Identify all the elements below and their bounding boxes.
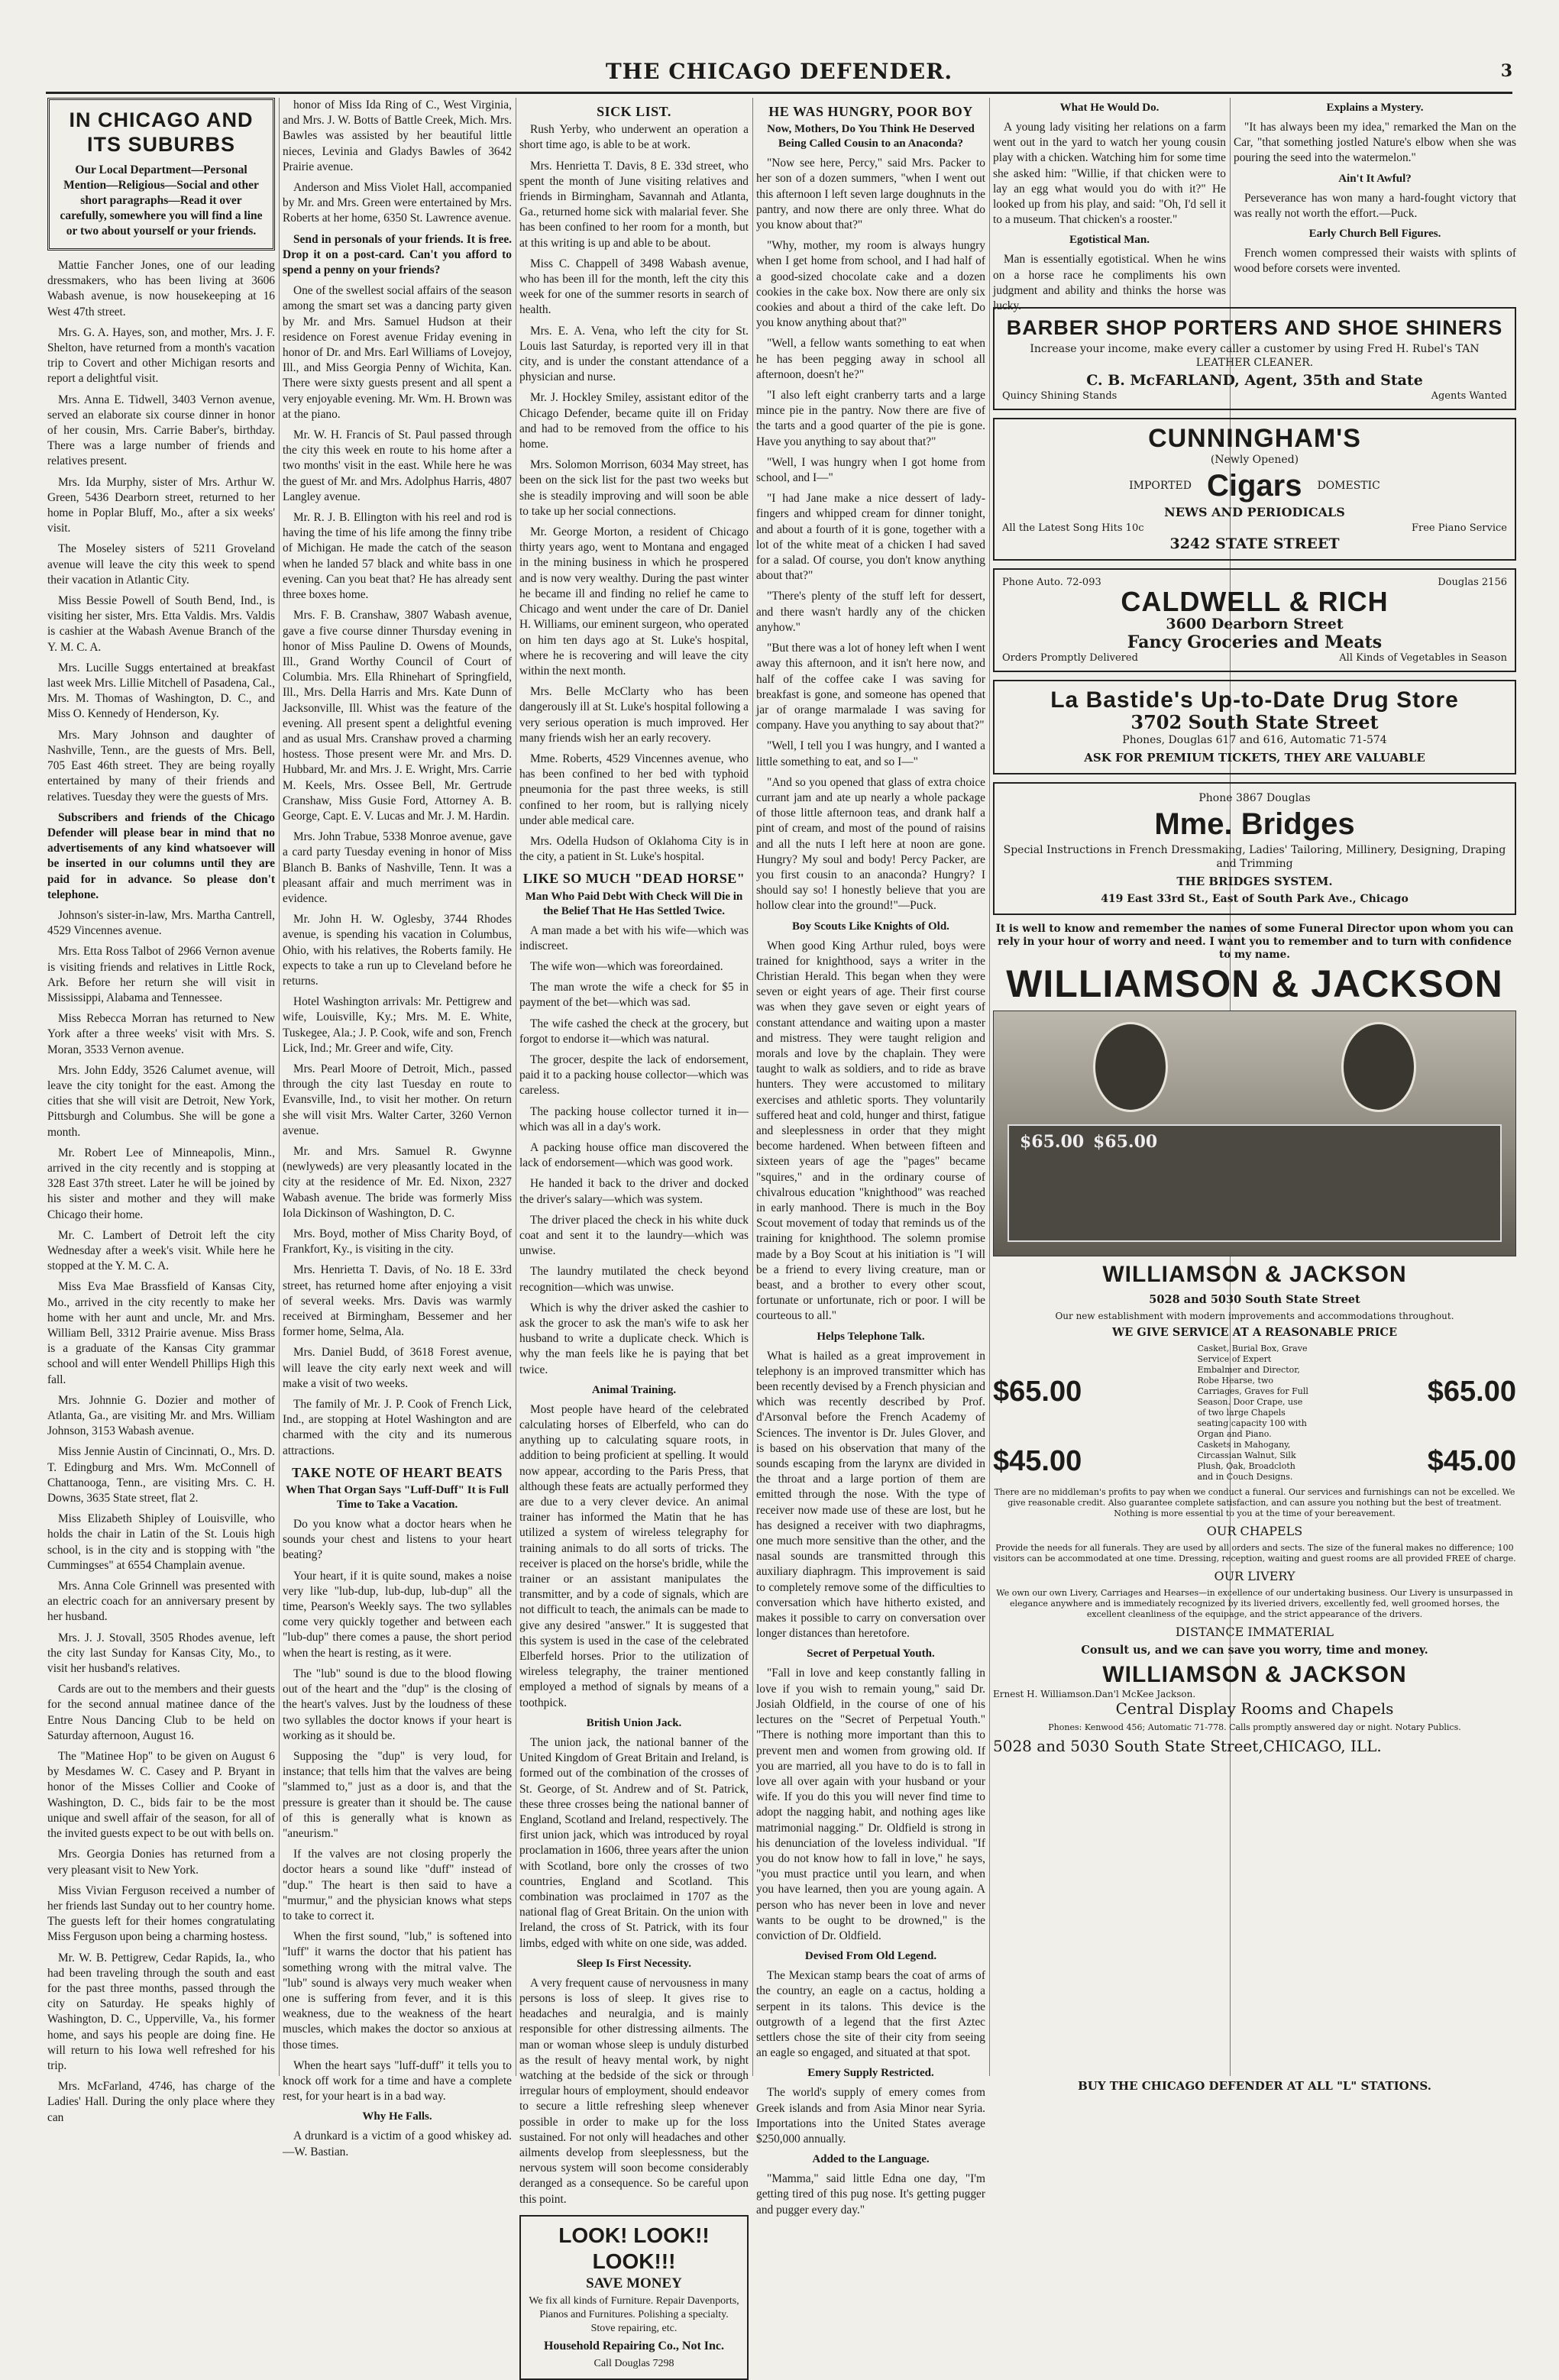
newspaper-title: THE CHICAGO DEFENDER. [605,59,953,84]
ad-school: THE BRIDGES SYSTEM. [1176,875,1333,888]
news-paragraph: Mr. and Mrs. Samuel R. Gwynne (newlyweds) are very pleasantly located in the city at the residence of Mr. Ed. Nixon, 2327 Wabash avenue. The bride was formerly Miss Iola Dickinson of Washington, D. C. [283,1145,512,1220]
news-paragraph: Anderson and Miss Violet Hall, accompanied by Mr. and Mrs. Green were entertained by Mrs. Roberts at her home, 6350 St. Lawrence avenue. [283,181,512,225]
news-paragraph: "Well, I tell you I was hungry, and I wanted a little something to eat, and so I—" [756,739,985,768]
ad-final-address: 5028 and 5030 South State Street, [993,1737,1263,1755]
ad-title: La Bastide's Up-to-Date Drug Store [1050,687,1459,713]
news-paragraph: Mr. W. B. Pettigrew, Cedar Rapids, Ia., who had been traveling through the south and east for the past three months, passed through the city on Saturday. He speaks highly of Washington, D. C., Upperville, Va., his former home, and says his people are doing fine. He will return to his Iowa well refreshed for his trip. [47,1951,275,2072]
news-paragraph: Mr. C. Lambert of Detroit left the city Wednesday after a week's visit. While here he stopped at the Y. M. C. A. [47,1228,275,1273]
news-paragraph: Miss Elizabeth Shipley of Louisville, who holds the chair in Latin of the St. Louis high school, is in the city and is stopping with "the Cummingses" at 6554 Champlain avenue. [47,1512,275,1572]
news-paragraph: The wife cashed the check at the grocery, but forgot to endorse it—which was natural. [519,1017,749,1046]
price-left: $65.00 [993,1376,1082,1408]
news-paragraph: The family of Mr. J. P. Cook of French Lick, Ind., are stopping at Hotel Washington and are charmed with the city and its numerous attractions. [283,1398,512,1457]
ad-phone-right: Douglas 2156 [1438,577,1507,588]
item-headline: Added to the Language. [812,2153,930,2166]
news-paragraph: "Why, mother, my room is always hungry when I get home from school, and I had half of a good-sized chocolate cake and a dozen cookies in the cake box. Now there are only six cookies and about a third of the cake left. Do you know anything about that?" [756,239,985,330]
section-subtitle: Our Local Department—Personal Mention—Religious—Social and other short paragraphs—Read it over carefully, somewhere you will find a line or two about yourself or your friends. [60,163,263,238]
item-body: A young lady visiting her relations on a farm went out in the yard to watch her young cousin play with a chicken. Watching him for some time she asked him: "Willie, if that chicken were to lay an egg what would you do with it?" He looked up from his play, and said: "Oh, I'd sell it to a museum. That chicken's a rooster." [993,121,1226,227]
cigars-ad [993,418,1516,561]
news-paragraph: Mrs. Daniel Budd, of 3618 Forest avenue, will leave the city early next week and will make a visit of two weeks. [283,1346,512,1390]
news-paragraph: Mrs. J. J. Stovall, 3505 Rhodes avenue, left the city last Sunday for Kansas City, Mo., to visit her husband's relatives. [47,1631,275,1676]
news-paragraph: Mrs. G. A. Hayes, son, and mother, Mrs. J. F. Shelton, have returned from a month's vacation trip to Covert and other Michigan resorts and report a delightful visit. [47,325,275,386]
article-subhead: When That Organ Says "Luff-Duff" It is Full Time to Take a Vacation. [286,1484,509,1512]
building-photo [1008,1124,1502,1242]
news-paragraph: The grocer, despite the lack of endorsement, paid it to a packing house collector—which was careless. [519,1053,749,1098]
ad-intro: It is well to know and remember the names of some Funeral Director upon whom you can rely in your hour of worry and need. I want you to remember and to turn with confidence to my name. [995,923,1514,961]
advertisements [993,299,1516,1755]
news-paragraph: The laundry mutilated the check beyond recognition—which was unwise. [519,1265,749,1294]
article-body [756,156,985,914]
news-paragraph: Mrs. Odella Hudson of Oklahoma City is in the city, a patient in St. Luke's hospital. [519,834,749,864]
news-paragraph: Mattie Fancher Jones, one of our leading dressmakers, who has been living at 3606 Wabash avenue, is now housekeeping at 16 West 47th street. [47,259,275,319]
storefront-photo [993,1011,1516,1256]
price-desc: Casket, Burial Box, Grave Service of Expert Embalmer and Director, Robe Hearse, two Carriages, Graves for Full Season. Door Crape, use of two large Chapels seating capacity 100 with Organ and Piano. [1197,1344,1308,1439]
ad-line: NEWS AND PERIODICALS [1164,505,1345,519]
price-desc: Caskets in Mahogany, Circassian Walnut, Silk Plush, Oak, Broadcloth and in Couch Designs. [1197,1440,1296,1482]
news-paragraph: Mrs. Belle McClarty who has been dangerously ill at St. Luke's hospital following a very serious operation is much improved. Her many friends wish her an early recovery. [519,685,749,745]
ad-consult: Consult us, and we can save you worry, time and money. [1081,1644,1428,1657]
item-body: French women compressed their waists with splints of wood before corsets were invented. [1234,247,1516,276]
news-paragraph: Miss Eva Mae Brassfield of Kansas City, Mo., arrived in the city recently to make her home with her aunt and uncle, Mr. and Mrs. William Bell, 3312 Prairie avenue. Miss Brass is a graduate of the Kansas City grammar school and will enter Wendell Phillips High this fall. [47,1280,275,1386]
personals-notice: Send in personals of your friends. It is free. Drop it on a post-card. Can't you afford to spend a penny on your friends? [283,232,512,277]
bridges-ad [993,782,1516,915]
item-body: "Mamma," said little Edna one day, "I'm getting tired of this pug nose. It's getting pugger and pugger every day." [756,2172,985,2217]
news-paragraph: Mr. W. H. Francis of St. Paul passed through the city this week en route to his home after a two months' visit in the east. While here he was the guest of Mr. and Mrs. Adolphus Harris, 4807 Langley avenue. [283,428,512,503]
article-body [519,923,749,1378]
news-paragraph: Mrs. Mary Johnson and daughter of Nashville, Tenn., are the guests of Mrs. Bell, 705 East 46th street. They are being royally entertained by many of their friends and relatives. Tuesday they were the guests of Mrs. [47,728,275,804]
news-paragraph: Mr. John H. W. Oglesby, 3744 Rhodes avenue, is spending his vacation in Columbus, Ohio, with his relatives, the Roberts family. He expects to take a run up to Cleveland before he returns. [283,913,512,988]
subscriber-notice: Subscribers and friends of the Chicago Defender will please bear in mind that no advertisements of any kind whatsoever will be inserted in our columns until they are paid for in advance. So please don't telephone. [47,810,275,901]
news-paragraph: Mrs. Solomon Morrison, 6034 May street, has been on the sick list for the past two weeks but she is steadily improving and will soon be able to take up her social connections. [519,458,749,518]
ad-livery-text: We own our own Livery, Carriages and Hearses—in excellence of our undertaking business. Our Livery is unsurpassed in elegance anywhere and is immediately recognized by its liveried drivers, excellently fed, well groomed horses, the excellent cleanliness of the equipage, and the strict appearance of the drivers. [996,1588,1513,1619]
news-paragraph: Johnson's sister-in-law, Mrs. Martha Cantrell, 4529 Vincennes avenue. [47,908,275,938]
photo-sign: $65.00 [1093,1132,1158,1152]
masthead [46,52,1512,94]
ad-person: Ernest H. Williamson. [993,1689,1095,1699]
williamson-jackson-ad [993,923,1516,1755]
labastide-ad [993,680,1516,774]
item-headline: Egotistical Man. [1069,234,1150,247]
ad-address: 3600 Dearborn Street [1166,616,1344,632]
ad-address: 419 East 33rd St., East of South Park Ave., Chicago [1101,893,1409,905]
item-body: Most people have heard of the celebrated calculating horses of Elberfeld, who can do anything up to calculating square roots, in addition to being proficient at spelling. It would now appear, according to the Paris Press, that although these feats are actually performed they are due to a very clever device. An animal trainer has informed the Matin that he has utilized a system of wireless telegraphy for training animals to do all sorts of tricks. The receiver is placed on the horse's bridle, while the trainer or an assistant manipulates the transmitter, and by a code of signals, which are not difficult to teach, the animals can be made to give any desired "answer." It is suggested that this system is used in the case of the celebrated Elberfeld horses. Prior to the utilization of wireless telegraphy, the trainer mentioned employed a method of signals by means of a toothpick. [519,1402,749,1709]
item-headline: Sleep Is First Necessity. [577,1957,691,1970]
news-paragraph: When the first sound, "lub," is softened into "luff" it warns the doctor that his patient has something wrong with the mitral valve. The "lub" sound is always very much weaker when one is suffering from fever, and it is this weakness, due to the weakness of the heart muscles, which makes the doctor so anxious at those times. [283,1930,512,2052]
article-headline: HE WAS HUNGRY, POOR BOY [768,104,973,119]
item-body: The world's supply of emery comes from Greek islands and from Asia Minor near Syria. Importations into the United States average $250,000 annually. [756,2086,985,2146]
news-paragraph: Mrs. Boyd, mother of Miss Charity Boyd, of Frankfort, Ky., is visiting in the city. [283,1227,512,1256]
column-rule [989,98,990,2076]
news-paragraph: Mr. J. Hockley Smiley, assistant editor of the Chicago Defender, became quite ill on Friday and had to be removed from the office to his home. [519,391,749,451]
ad-display: Central Display Rooms and Chapels [1115,1699,1394,1718]
sick-list-items [519,122,749,865]
price-block [993,1344,1516,1440]
news-paragraph: The wife won—which was foreordained. [530,959,723,973]
ad-note: (Newly Opened) [1210,454,1299,466]
news-paragraph: Mrs. F. B. Cranshaw, 3807 Wabash avenue, gave a five course dinner Thursday evening in honor of Miss Pauline D. Owens of Mounds, Ill., Grand Worthy Council of Court of Columbia. Mrs. Ella Rhinehart of Springfield, Ill., Mrs. Della Harris and Mrs. Kate Dunn of Jacksonville, Ill. Whist was the feature of the evening. All present spent a delightful evening and as usual Mrs. Cranshaw proved a charming hostess. Those present were Mr. and Mrs. D. Hubbard, Mr. and Mrs. J. E. Wright, Mrs. Carrie M. Keels, Mrs. Ossee Bell, Mr. Gertrude Cranshaw, Miss Gusie Ford, Attorney A. B. George, Capt. E. V. Lucas and Mr. J. M. Hardin. [283,609,512,823]
column-rule [279,98,280,2076]
news-paragraph: The "Matinee Hop" to be given on August 6 by Mesdames W. C. Casey and P. Bryant in honor of the Misses Collier and Cooke of Washington, D. C., bids fair to be the most unique and swell affair of the season, for all of the invited guests expect to be out with bells on. [47,1750,275,1841]
ad-left-note: Orders Promptly Delivered [1002,652,1138,664]
ad-line: Fancy Groceries and Meats [1127,632,1383,652]
ad-title: LOOK! LOOK!! LOOK!!! [558,2223,710,2273]
ad-distance: DISTANCE IMMATERIAL [1175,1625,1334,1639]
ad-right-note: All Kinds of Vegetables in Season [1339,652,1507,664]
photo-sign: $65.00 [1020,1132,1085,1152]
news-paragraph: Which is why the driver asked the cashier to ask the grocer to ask the man's wife to ask her husband to write a duplicate check. Which is why the man feels like he is paying that bet twice. [519,1301,749,1376]
price-right: $45.00 [1427,1445,1516,1477]
section-header-box [47,98,275,251]
sick-list-headline: SICK LIST. [597,104,671,119]
personal-items-continued [47,908,275,2126]
news-paragraph: Mrs. Ida Murphy, sister of Mrs. Arthur W. Green, 5436 Dearborn street, returned to her home in Poplar Bluff, Mo., after a six weeks' visit. [47,475,275,535]
price-left: $45.00 [993,1445,1082,1477]
article-subhead: Now, Mothers, Do You Think He Deserved Being Called Cousin to an Anaconda? [767,123,975,150]
news-paragraph: Mrs. E. A. Vena, who left the city for St. Louis last Saturday, is reported very ill in that city, and is under the constant attendance of a physician and nurse. [519,324,749,384]
portrait-photo [1093,1022,1168,1112]
social-items-continued [283,283,512,1459]
page-number: 3 [1500,61,1512,81]
news-paragraph: honor of Miss Ida Ring of C., West Virginia, and Mrs. J. W. Botts of Battle Creek, Mich. Mrs. Bawles was assisted by her beautiful little nieces, Levinia and Gladys Bawles of 3642 Prairie avenue. [283,99,512,173]
item-headline: Explains a Mystery. [1326,102,1424,114]
news-paragraph: Mrs. Georgia Donies has returned from a very pleasant visit to New York. [47,1848,275,1877]
news-paragraph: "I had Jane make a nice dessert of lady-fingers and whipped cream for dinner tonight, and about a fourth of it is gone, together with a lot of the white meat of a chicken I had saved for a salad. Of course, you don't know anything about that?" [756,492,985,583]
news-paragraph: Rush Yerby, who underwent an operation a short time ago, is able to be at work. [519,123,749,152]
price-block [993,1440,1516,1483]
ad-note: There are no middleman's profits to pay when we conduct a funeral. Our services and furnishings can not be excelled. We give reasonable credit. Also guarantee complete satisfaction, and can assure you nothing but the best of treatment. Nothing is more essential to you at the time of your bereavement. [994,1487,1515,1518]
news-paragraph: Mrs. John Eddy, 3526 Calumet avenue, will leave the city tonight for the east. Among the cities that she will visit are Detroit, New York, Pittsburgh and Columbus. She will be gone a month. [47,1063,275,1139]
ad-service: WE GIVE SERVICE AT A REASONABLE PRICE [1111,1326,1398,1339]
item-body: Perseverance has won many a hard-fought victory that was really not worth the effort.—Puck. [1234,191,1516,220]
news-paragraph: "Now see here, Percy," said Mrs. Packer to her son of a dozen summers, "when I went out this afternoon I left seven large doughnuts in the pantry, and now there are only three. What do you know about that?" [756,157,985,232]
barber-ad [993,307,1516,410]
article-body [283,1517,512,2104]
personal-items [47,258,275,805]
column-rule [752,98,753,2076]
column-3 [519,98,749,2369]
article-headline: TAKE NOTE OF HEART BEATS [292,1464,503,1480]
news-paragraph: Mr. Robert Lee of Minneapolis, Minn., arrived in the city recently and is stopping at 328 East 37th street. Later he will be joined by his sister and mother and they will make Chicago their home. [47,1146,275,1221]
item-headline: Secret of Perpetual Youth. [807,1648,935,1661]
news-paragraph: "Well, a fellow wants something to eat when he has been pegging away in school all afternoon, doesn't he?" [756,337,985,381]
news-paragraph: Miss Rebecca Morran has returned to New York after a three weeks' visit with Mrs. S. Moran, 3533 Vernon avenue. [47,1012,275,1056]
item-body: What is hailed as a great improvement in telephony is an improved transmitter which has been recently devised by a French physician and which was recently described by Prof. d'Arsonval before the French Academy of Sciences. The inventor is Dr. Jules Glover, and is based on his observation that many of the sounds escaping from the larynx are divided in the throat and a large portion of them are emitted through the nose. With the type of receiver now made use of these are lost, but he has designed a receiver with two diaphragms, one much more sensitive than the other, and the nasal sounds are transmitted through this auxiliary diaphragm. This improvement is said to completely remove some of the difficulties to conversation which have hitherto existed, and makes it possible to carry on conversation over longer distances than heretofore. [756,1349,985,1641]
news-paragraph: Miss Jennie Austin of Cincinnati, O., Mrs. D. T. Edingburg and Mrs. Wm. McConnell of Chattanooga, Tenn., are visiting Mrs. C. H. Downs, 3635 State street, flat 2. [47,1445,275,1505]
section-title: IN CHICAGO AND ITS SUBURBS [69,108,254,156]
ad-text: We fix all kinds of Furniture. Repair Davenports, Pianos and Furnitures. Polishing a specialty. Stove repairing, etc. [529,2294,739,2334]
news-paragraph: Cards are out to the members and their guests for the second annual matinee dance of the Entre Nous Dancing Club to be held on Saturday afternoon, August 16. [47,1683,275,1742]
portrait-photo [1341,1022,1416,1112]
news-paragraph: The Moseley sisters of 5211 Groveland avenue will leave the city this week to spend their vacation in Atlantic City. [47,542,275,587]
ad-phone-left: Phone Auto. 72-093 [1002,577,1101,588]
ad-right-note: Agents Wanted [1431,390,1507,402]
ad-address: 3242 STATE STREET [1169,535,1340,552]
news-paragraph: A packing house office man discovered the lack of endorsement—which was good work. [519,1140,749,1170]
ad-main-word: Cigars [1206,469,1302,503]
ad-right-note: Free Piano Service [1411,522,1507,534]
article-headline: LIKE SO MUCH "DEAD HORSE" [522,871,746,887]
news-paragraph: Your heart, if it is quite sound, makes a noise very like "lub-dup, lub-dup, lub-dup" all the time, Pearson's Weekly says. The two syllables come very quickly together and between each "lub-dup" there comes a pause, the short period when the heart is resting, as it were. [283,1569,512,1660]
ad-livery: OUR LIVERY [1214,1569,1295,1583]
column-6-top [1234,98,1516,296]
news-paragraph: Mrs. Pearl Moore of Detroit, Mich., passed through the city last Tuesday en route to Evansville, Ind., to visit her mother. On return she will visit Mrs. Walter Carter, 3260 Vernon avenue. [283,1062,512,1137]
ad-name: WILLIAMSON & JACKSON [1102,1262,1407,1287]
news-paragraph: One of the swellest social affairs of the season among the smart set was a dancing party given by Mr. and Mrs. Samuel Hudson at their residence on Forest avenue Friday evening in honor of Dr. and Mrs. Earl Williams of Lovejoy, Ill., and Miss Georgia Penny of Wichita, Kan. There were sixty guests present and all spent a very enjoyable evening. Mr. Wm. H. Brown was at the piano. [283,284,512,421]
item-headline: Emery Supply Restricted. [807,2067,934,2080]
item-headline: Early Church Bell Figures. [1308,228,1441,241]
news-paragraph: When the heart says "luff-duff" it tells you to knock off work for a time and have a complete rest, for your heart is in a bad way. [283,2058,512,2104]
ad-chapels: OUR CHAPELS [1206,1524,1303,1538]
news-paragraph: Hotel Washington arrivals: Mr. Pettigrew and wife, Louisville, Ky.; Mrs. M. E. White, Tuskegee, Ala.; J. P. Cook, wife and son, French Lick, Ind.; Mr. Greer and wife, City. [283,995,512,1055]
ad-company: Household Repairing Co., Not Inc. [543,2339,725,2353]
item-body: A very frequent cause of nervousness in many persons is loss of sleep. It gives rise to headaches and neuralgia, and is mainly responsible for other distressing ailments. The man or woman whose sleep is unduly disturbed as the result of heavy mental work, by night watching at the bedside of the sick or through irregular hours of employment, should endeavor to secure a little refreshing sleep whenever possible in order to make up for the loss sustained. For not only will headaches and other ailments develop from sleeplessness, but the nervous system will soon become considerably deranged as a consequence. So be careful upon this point. [519,1976,749,2206]
news-paragraph: Mrs. Anna Cole Grinnell was presented with an electric coach for an anniversary present by her husband. [47,1580,275,1624]
ad-title: CUNNINGHAM'S [1148,424,1361,453]
item-body: "Fall in love and keep constantly falling in love if you wish to remain young," said Dr. Josiah Oldfield, in the course of one of his lectures on the "Secret of Perpetual Youth." "There is nothing more important than this to prevent men and women from growing old. If you are married, all you have to do is to fall in love all over again with your husband or your wife. If you do this you will never find time to adopt the nagging habit, and nothing ages like matrimonial nagging." Dr. Oldfield is strong in his denunciation of the loveless individual. "If you do not know how to fall in love," he says, "you must practice until you learn, and when you have learned, then you are young again. A person who has never been in love and never wants to be ought to be drowned," is the conviction of Dr. Oldfield. [756,1667,985,1942]
item-headline: What He Would Do. [1059,102,1160,114]
ad-right-word: DOMESTIC [1317,480,1380,492]
item-headline: Animal Training. [591,1383,677,1396]
news-paragraph: The packing house collector turned it in—which was all in a day's work. [519,1104,749,1133]
news-paragraph: If the valves are not closing properly the doctor hears a sound like "duff" instead of "dup." The heart is then said to have a "murmur," and the physician knows what steps to take to correct it. [283,1848,512,1922]
item-body: "It has always been my idea," remarked the Man on the Car, "that something jostled Nature's elbow when she was pouring the seed into the watermelon." [1234,121,1516,165]
ad-title: WILLIAMSON & JACKSON [1006,962,1503,1005]
ad-left-note: Quincy Shining Stands [1002,390,1117,402]
item-headline: Why He Falls. [362,2110,432,2123]
item-body: The Mexican stamp bears the coat of arms of the country, an eagle on a cactus, holding a serpent in its talons. This device is the outgrowth of a legend that the first Aztec settlers chose the site of their city from seeing an eagle so engaged, and situated at that spot. [756,1969,985,2060]
ad-title: Mme. Bridges [1154,807,1355,841]
ad-chapels-text: Provide the needs for all funerals. They are used by all orders and sects. The size of the funeral makes no difference; 100 visitors can be accommodated at one time. Dressing, reception, waiting and guest rooms are all provided FREE of charge. [993,1543,1516,1563]
news-paragraph: Mme. Roberts, 4529 Vincennes avenue, who has been confined to her bed with typhoid pneumonia for the past three weeks, is still confined to her room, but is rallying nicely under able medical care. [519,752,749,827]
news-paragraph: The driver placed the check in his white duck coat and sent it to the laundry—which was unwise. [519,1213,749,1258]
news-paragraph: Mrs. Lucille Suggs entertained at breakfast last week Mrs. Lillie Mitchell of Pasadena, Cal., Mrs. M. Thomas of Washington, D. C., and Miss O. Kennedy of Henderson, Ky. [47,661,275,721]
ad-agent: C. B. McFARLAND, Agent, 35th and State [1086,372,1423,389]
news-paragraph: The man wrote the wife a check for $5 in payment of the bet—which was sad. [519,981,749,1010]
ad-phones: Phones: Kenwood 456; Automatic 71-778. Calls promptly answered day or night. Notary Publics. [1048,1722,1461,1732]
news-paragraph: "And so you opened that glass of extra choice currant jam and ate up nearly a whole package of those little afternoon teas, and drank half a pint of cream, and most of the pound of raisins and all the nuts I left here at noon are gone. Hungry? My soul and body! Percy Packer, are you first cousin to an anaconda? Hungry? I should say so! I honestly believe that you are hollow clear into the ground!"—Puck. [756,775,985,913]
news-paragraph: He handed it back to the driver and docked the driver's salary—which was system. [519,1177,749,1206]
news-paragraph: Miss C. Chappell of 3498 Wabash avenue, who has been ill for the month, left the city this week for one of the summer resorts in search of health. [519,257,749,317]
ad-phones: Phones, Douglas 617 and 616, Automatic 71-574 [1122,734,1387,746]
ad-title: CALDWELL & RICH [1121,586,1389,617]
item-headline: Helps Telephone Talk. [817,1330,925,1343]
news-paragraph: "But there was a lot of honey left when I went away this afternoon, and it isn't here now, and half of the coffee cake I was saving for breakfast is gone, and someone has opened that jar of orange marmalade I was saving for company. Have you anything to say about that?" [756,642,985,732]
item-headline: Ain't It Awful? [1338,172,1412,185]
news-paragraph: Miss Bessie Powell of South Bend, Ind., is visiting her sister, Mrs. Etta Valdis. Mrs. Valdis is cashier at the Wabash Avenue Branch of the Y. M. C. A. [47,594,275,654]
price-right: $65.00 [1427,1376,1516,1408]
news-paragraph: Mr. George Morton, a resident of Chicago thirty years ago, went to Montana and engaged in the mining business in which he prospered and is now very wealthy. During the past winter he became ill and finding no relief he came to Chicago and went under the care of Dr. Daniel H. Williams, our eminent surgeon, who operated on him ten days ago at St. Luke's hospital, where he is recovering and will leave the city within the next month. [519,525,749,677]
news-paragraph: Mrs. John Trabue, 5338 Monroe avenue, gave a card party Tuesday evening in honor of Miss Blanch B. Banks of Nashville, Tenn. It was a pleasant affair and much merriment was in evidence. [283,830,512,905]
news-paragraph: Mrs. Johnnie G. Dozier and mother of Atlanta, Ga., are visiting Mr. and Mrs. William Johnson, 3153 Wabash avenue. [47,1393,275,1438]
news-paragraph: The "lub" sound is due to the blood flowing out of the heart and the "dup" is the closing of the heart's valves. Just by the loudness of these two syllables the doctor knows if your heart is working as it should be. [283,1667,512,1742]
item-headline: Devised From Old Legend. [804,1950,937,1963]
ad-text: Increase your income, make every caller a customer by using Fred H. Rubel's TAN LEATHER CLEANER. [1030,343,1480,369]
ad-left-word: IMPORTED [1129,480,1192,492]
column-2 [283,98,512,2158]
ad-subtitle: SAVE MONEY [586,2275,682,2291]
news-paragraph: Do you know what a doctor hears when he sounds your chest and listens to your heart beating? [283,1518,512,1562]
news-paragraph: Miss Vivian Ferguson received a number of her friends last Sunday out to her country home. The guests left for their homes congratulating Miss Ferguson upon being a charming hostess. [47,1884,275,1944]
ad-line: ASK FOR PREMIUM TICKETS, THEY ARE VALUABLE [1084,751,1425,765]
ad-city: CHICAGO, ILL. [1263,1737,1382,1755]
news-paragraph: "Well, I was hungry when I got home from school, and I—" [756,455,985,485]
social-items [283,98,512,227]
ad-address: 3702 South State Street [1130,711,1379,733]
ad-name: WILLIAMSON & JACKSON [1102,1662,1407,1687]
news-paragraph: A man made a bet with his wife—which was indiscreet. [519,923,749,952]
ad-address: 5028 and 5030 South State Street [1149,1293,1360,1306]
column-5-top [993,98,1226,313]
item-body: When good King Arthur ruled, boys were trained for knighthood, says a writer in the Christian Herald. This began when they were seven or eight years of age. Their first course was when they gave seven or eight years of constant attendance and waiting upon a master and mistress. They were taught religion and morals and love by the chaplain. They were taught to walk as soldiers, and to ride as brave hunters. They were accustomed to military exercises and athletic sports. They voluntarily suffered heat and cold, hunger and thirst, fatigue and sleeplessness in order that they might become hardened. When between fifteen and sixteen years of age the "pages" became "squires," and in the ordinary course of chivalrous education "knighthood" was reached in early manhood. There is much in the Boy Scout movement of today that reminds us of the training for knighthood. The solemn promise made by a Boy Scout at his initiation is "I will be a friend to every living creature, man or beast, and a brother to every other scout, fortunate or unfortunate, rich or poor. I will be courteous to all." [756,939,985,1323]
item-body: Man is essentially egotistical. When he wins on a horse race he compliments his own judgment and ability and thinks the horse was lucky. [993,253,1226,313]
news-paragraph: Mrs. Etta Ross Talbot of 2966 Vernon avenue is visiting friends and relatives in Little Rock, Ark. Before her return she will visit in Mississippi, Alabama and Tennessee. [47,945,275,1004]
ad-person: Dan'l McKee Jackson. [1095,1689,1196,1699]
item-body: A drunkard is a victim of a good whiskey ad.—W. Bastian. [283,2129,512,2158]
news-paragraph: "I also left eight cranberry tarts and a large mince pie in the pantry. Now there are five of the tarts and a good quarter of the pie is gone. Have you anything to say about that?" [756,389,985,448]
footer-banner: BUY THE CHICAGO DEFENDER AT ALL "L" STATIONS. [1078,2079,1431,2093]
ad-left-note: All the Latest Song Hits 10c [1002,522,1144,534]
column-4 [756,98,985,2217]
article-subhead: Man Who Paid Debt With Check Will Die in the Belief That He Has Settled Twice. [525,890,743,917]
news-paragraph: Supposing the "dup" is very loud, for instance; that tells him that the valves are being "slammed to," just as a door is, and that the pressure is greater than it should be. The cause of this is generally what is known as "aneurism." [283,1749,512,1840]
item-headline: Boy Scouts Like Knights of Old. [792,920,949,933]
ad-establishment: Our new establishment with modern improvements and accommodations throughout. [1055,1311,1454,1321]
news-paragraph: Mrs. Anna E. Tidwell, 3403 Vernon avenue, served an elaborate six course dinner in honor of her cousin, Mrs. Carrie Baber's, birthday. There was a large number of friends and relatives present. [47,393,275,468]
news-paragraph: "There's plenty of the stuff left for dessert, and there wasn't hardly any of the chicken anyhow." [756,590,985,634]
news-paragraph: Mrs. Henrietta T. Davis, 8 E. 33d street, who spent the month of June visiting relatives and friends in Birmingham, Savannah and Atlanta, Ga., returned home sick with malarial fever. She has been confined to her room for a month, but at this writing is up and able to be about. [519,159,749,250]
item-headline: British Union Jack. [586,1716,682,1729]
news-paragraph: Mrs. Henrietta T. Davis, of No. 18 E. 33rd street, has returned home after enjoying a visit of several weeks. Mrs. Davis was warmly received at Birmingham, Bessemer and her former home, Selma, Ala. [283,1263,512,1339]
news-paragraph: Mr. R. J. B. Ellington with his reel and rod is having the time of his life among the finny tribe of Michigan. He made the catch of the season when he landed 57 black and white bass in one evening. Can you beat that? He has already sent three boxes home. [283,511,512,602]
column-1 [47,98,275,2124]
ad-phone: Call Douglas 7298 [594,2357,674,2369]
item-body: The union jack, the national banner of the United Kingdom of Great Britain and Ireland, is formed out of the combination of the crosses of St. George, of St. Andrew and of St. Patrick, these three crosses being the national banner of England, Scotland and Ireland, respectively. The first union jack, which was introduced by royal proclamation in 1606, three years after the union with Scotland, bore only the crosses of two countries, England and Scotland. This combination was proclaimed in 1707 as the national flag of Great Britain. On the union with Ireland, the cross of St. Patrick, with its four limbs, edged with white on one side, was added. [519,1735,749,1950]
caldwell-rich-ad [993,568,1516,672]
ad-title: BARBER SHOP PORTERS AND SHOE SHINERS [1006,316,1503,339]
furniture-repair-ad [519,2215,749,2380]
news-paragraph: Mrs. McFarland, 4746, has charge of the Ladies' Hall. During the only place where they can [47,2080,275,2124]
ad-phone: Phone 3867 Douglas [1198,792,1311,804]
ad-text: Special Instructions in French Dressmaking, Ladies' Tailoring, Millinery, Designing, Draping and Trimming [1003,844,1506,870]
